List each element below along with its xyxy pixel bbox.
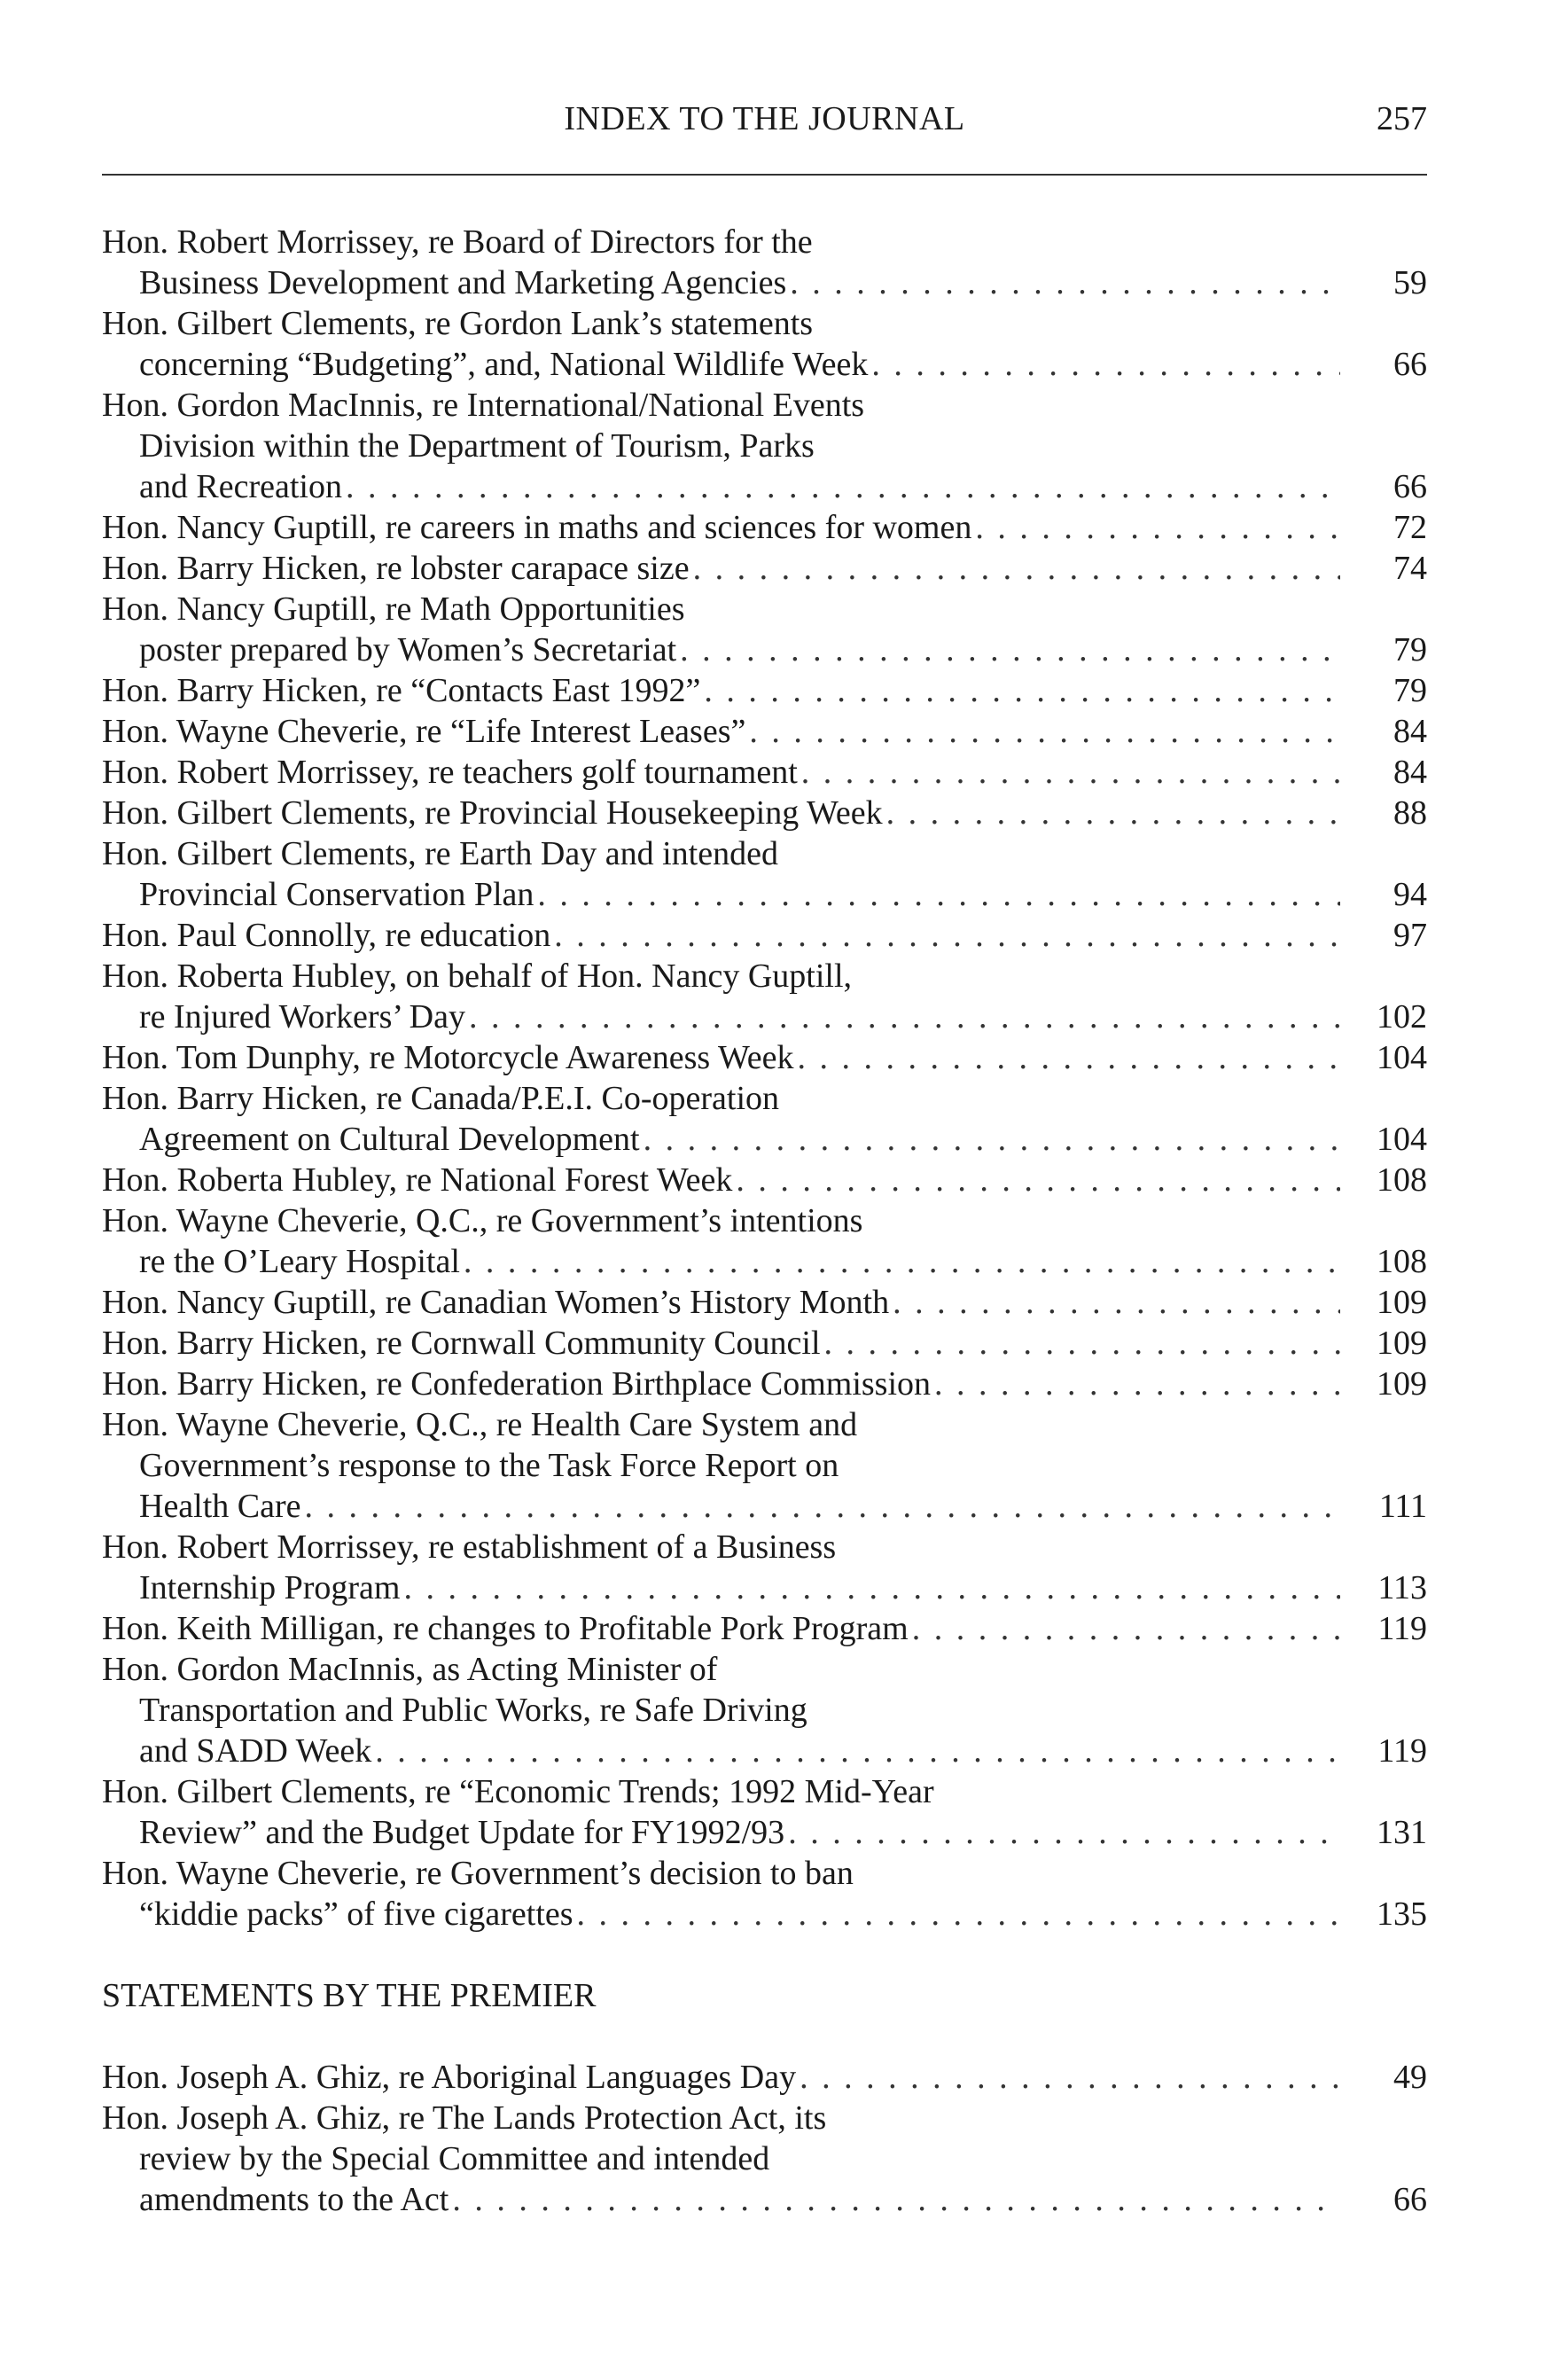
entry-continuation-line	[102, 1731, 1427, 1771]
entry-first-line	[102, 1771, 1427, 1812]
premier-statements-list	[102, 2057, 1427, 2220]
entry-page-number: 74	[1393, 550, 1427, 587]
entry-leader-row	[139, 466, 1427, 507]
entry-first-line	[102, 1853, 1427, 1894]
entry-first-line	[102, 1323, 1427, 1364]
entry-page-number: 66	[1393, 346, 1427, 383]
dot-leader	[693, 548, 1340, 589]
entry-text: Hon. Nancy Guptill, re Math Opportunities	[102, 590, 685, 628]
entry-page-number: 84	[1393, 713, 1427, 750]
dot-leader	[305, 1486, 1340, 1527]
entry-leader-row	[139, 1812, 1427, 1853]
entry-text: Hon. Joseph A. Ghiz, re The Lands Protection Act, its	[102, 2099, 827, 2137]
entry-text: Hon. Barry Hicken, re “Contacts East 1992”	[102, 672, 701, 709]
section-heading: STATEMENTS BY THE PREMIER	[102, 1977, 597, 2014]
entry-continuation-line	[102, 262, 1427, 303]
entry-text: Hon. Tom Dunphy, re Motorcycle Awareness Week	[102, 1039, 794, 1076]
entry-page-number: 84	[1393, 754, 1427, 791]
index-entry	[102, 589, 1427, 670]
entry-leader-row	[139, 997, 1427, 1037]
entry-continuation-line	[102, 2179, 1427, 2220]
entry-page-number: 79	[1393, 672, 1427, 709]
entry-page-number: 111	[1378, 1488, 1427, 1525]
index-entry	[102, 915, 1427, 956]
entry-continuation-line	[102, 1567, 1427, 1608]
header-rule	[102, 174, 1427, 176]
index-entry	[102, 833, 1427, 915]
dot-leader	[644, 1119, 1340, 1160]
dot-leader	[824, 1323, 1340, 1364]
entry-leader-row	[139, 1119, 1427, 1160]
dot-leader	[704, 670, 1340, 711]
entry-text: review by the Special Committee and intended	[139, 2140, 770, 2177]
entry-leader-row	[139, 1731, 1427, 1771]
entry-first-line	[102, 303, 1427, 344]
dot-leader	[469, 997, 1340, 1037]
entry-first-line	[102, 1037, 1427, 1078]
entry-continuation-line	[102, 1894, 1427, 1934]
dot-leader	[537, 874, 1340, 915]
entry-leader-row	[102, 1364, 1427, 1404]
entry-first-line	[102, 711, 1427, 752]
entry-text: and SADD Week	[139, 1732, 372, 1770]
index-entry	[102, 1771, 1427, 1853]
entry-first-line	[102, 2057, 1427, 2098]
dot-leader	[934, 1364, 1340, 1404]
entry-text: Division within the Department of Tourism, Parks	[139, 427, 815, 465]
entry-first-line	[102, 385, 1427, 426]
dot-leader	[403, 1567, 1340, 1608]
entry-first-line	[102, 1649, 1427, 1690]
index-entry	[102, 507, 1427, 548]
index-entry	[102, 711, 1427, 752]
entry-leader-row	[139, 262, 1427, 303]
entry-first-line	[102, 548, 1427, 589]
entry-leader-row	[102, 1608, 1427, 1649]
entry-text: Hon. Keith Milligan, re changes to Profitable Pork Program	[102, 1610, 909, 1647]
dot-leader	[801, 752, 1340, 793]
entry-continuation-line	[102, 1486, 1427, 1527]
index-entry	[102, 2098, 1427, 2220]
index-entry	[102, 793, 1427, 833]
entry-continuation-line	[102, 1445, 1427, 1486]
entry-first-line	[102, 1160, 1427, 1200]
entry-leader-row	[139, 344, 1427, 385]
entry-text: Hon. Gordon MacInnis, re International/National Events	[102, 387, 865, 424]
index-entry	[102, 1364, 1427, 1404]
entry-text: Health Care	[139, 1488, 301, 1525]
entry-page-number: 59	[1393, 264, 1427, 301]
index-entry	[102, 1160, 1427, 1200]
dot-leader	[975, 507, 1340, 548]
entry-text: Hon. Barry Hicken, re Cornwall Community Council	[102, 1325, 821, 1362]
entry-text: Hon. Robert Morrissey, re Board of Directors for the	[102, 223, 813, 261]
entry-first-line	[102, 589, 1427, 629]
entry-continuation-line	[102, 1690, 1427, 1731]
entry-page-number: 109	[1377, 1325, 1427, 1362]
entry-page-number: 108	[1377, 1161, 1427, 1199]
entry-text: “kiddie packs” of five cigarettes	[139, 1895, 573, 1933]
entry-text: Hon. Barry Hicken, re lobster carapace size	[102, 550, 690, 587]
entry-leader-row	[139, 629, 1427, 670]
entry-text: Hon. Roberta Hubley, re National Forest Week	[102, 1161, 733, 1199]
dot-leader	[790, 262, 1340, 303]
entry-continuation-line	[102, 1119, 1427, 1160]
entry-text: Government’s response to the Task Force Report on	[139, 1447, 839, 1484]
entry-text: re the O’Leary Hospital	[139, 1243, 460, 1280]
entry-text: Hon. Wayne Cheverie, Q.C., re Health Care System and	[102, 1406, 858, 1443]
dot-leader	[577, 1894, 1340, 1934]
entry-text: re Injured Workers’ Day	[139, 998, 465, 1036]
entry-first-line	[102, 752, 1427, 793]
entry-page-number: 94	[1393, 876, 1427, 913]
index-entry	[102, 1608, 1427, 1649]
entry-continuation-line	[102, 426, 1427, 466]
dot-leader	[375, 1731, 1340, 1771]
dot-leader	[464, 1241, 1340, 1282]
entry-leader-row	[102, 793, 1427, 833]
dot-leader	[871, 344, 1340, 385]
dot-leader	[680, 629, 1340, 670]
index-entry	[102, 2057, 1427, 2098]
entry-text: Hon. Gilbert Clements, re Earth Day and intended	[102, 835, 778, 872]
entry-leader-row	[102, 670, 1427, 711]
entry-leader-row	[102, 1037, 1427, 1078]
entry-text: Internship Program	[139, 1569, 401, 1606]
entry-first-line	[102, 1608, 1427, 1649]
entry-text: Hon. Wayne Cheverie, re “Life Interest Leases”	[102, 713, 746, 750]
entry-text: Hon. Gilbert Clements, re Gordon Lank’s statements	[102, 305, 814, 342]
entry-text: Review” and the Budget Update for FY1992/93	[139, 1814, 785, 1851]
entry-page-number: 113	[1377, 1569, 1427, 1606]
page-header	[102, 99, 1427, 152]
index-entry	[102, 1527, 1427, 1608]
entry-continuation-line	[102, 629, 1427, 670]
entry-leader-row	[102, 915, 1427, 956]
index-entry	[102, 1282, 1427, 1323]
entry-first-line	[102, 1282, 1427, 1323]
entry-page-number: 72	[1393, 509, 1427, 546]
index-entry	[102, 1037, 1427, 1078]
entry-page-number: 131	[1377, 1814, 1427, 1851]
entry-first-line	[102, 670, 1427, 711]
index-entry	[102, 303, 1427, 385]
entry-text: Hon. Gilbert Clements, re Provincial Housekeeping Week	[102, 794, 883, 832]
ministerial-statements-list	[102, 222, 1427, 1934]
entry-leader-row	[102, 507, 1427, 548]
index-entry	[102, 222, 1427, 303]
dot-leader	[800, 2057, 1340, 2098]
entry-text: Hon. Paul Connolly, re education	[102, 917, 551, 954]
dot-leader	[798, 1037, 1340, 1078]
entry-text: Hon. Joseph A. Ghiz, re Aboriginal Languages Day	[102, 2059, 797, 2096]
entry-continuation-line	[102, 997, 1427, 1037]
entry-page-number: 104	[1377, 1121, 1427, 1158]
entry-text: Business Development and Marketing Agencies	[139, 264, 787, 301]
entry-leader-row	[102, 752, 1427, 793]
entry-page-number: 66	[1393, 468, 1427, 505]
entry-first-line	[102, 833, 1427, 874]
entry-text: amendments to the Act	[139, 2181, 449, 2218]
entry-leader-row	[139, 1567, 1427, 1608]
entry-leader-row	[139, 1894, 1427, 1934]
entry-text: Hon. Roberta Hubley, on behalf of Hon. Nancy Guptill,	[102, 957, 853, 995]
dot-leader	[912, 1608, 1340, 1649]
entry-text: and Recreation	[139, 468, 342, 505]
entry-page-number: 109	[1377, 1365, 1427, 1403]
index-entry	[102, 1853, 1427, 1934]
entry-text: Hon. Barry Hicken, re Canada/P.E.I. Co-operation	[102, 1080, 780, 1117]
entry-text: Hon. Robert Morrissey, re teachers golf tournament	[102, 754, 798, 791]
index-content	[102, 222, 1427, 2220]
entry-first-line	[102, 1527, 1427, 1567]
entry-page-number: 119	[1377, 1610, 1427, 1647]
entry-text: Provincial Conservation Plan	[139, 876, 534, 913]
entry-page-number: 97	[1393, 917, 1427, 954]
entry-leader-row	[102, 1282, 1427, 1323]
entry-text: Hon. Gilbert Clements, re “Economic Trends; 1992 Mid-Year	[102, 1773, 934, 1810]
entry-first-line	[102, 1364, 1427, 1404]
dot-leader	[788, 1812, 1340, 1853]
dot-leader	[554, 915, 1340, 956]
entry-page-number: 88	[1393, 794, 1427, 832]
dot-leader	[736, 1160, 1340, 1200]
index-entry	[102, 1078, 1427, 1160]
entry-text: concerning “Budgeting”, and, National Wildlife Week	[139, 346, 869, 383]
index-entry	[102, 1200, 1427, 1282]
dot-leader	[452, 2179, 1340, 2220]
dot-leader	[886, 793, 1340, 833]
entry-text: Hon. Nancy Guptill, re careers in maths and sciences for women	[102, 509, 972, 546]
entry-leader-row	[139, 1486, 1427, 1527]
page-number: 257	[1377, 100, 1427, 137]
index-entry	[102, 548, 1427, 589]
index-entry	[102, 385, 1427, 507]
entry-text: Hon. Nancy Guptill, re Canadian Women’s History Month	[102, 1284, 890, 1321]
entry-continuation-line	[102, 874, 1427, 915]
dot-leader	[749, 711, 1340, 752]
entry-text: Hon. Wayne Cheverie, re Government’s decision to ban	[102, 1855, 854, 1892]
entry-page-number: 104	[1377, 1039, 1427, 1076]
entry-leader-row	[139, 2179, 1427, 2220]
entry-page-number: 66	[1393, 2181, 1427, 2218]
entry-text: Agreement on Cultural Development	[139, 1121, 640, 1158]
running-title: INDEX TO THE JOURNAL	[564, 100, 965, 137]
entry-leader-row	[102, 711, 1427, 752]
dot-leader	[346, 466, 1340, 507]
entry-text: Hon. Gordon MacInnis, as Acting Minister of	[102, 1651, 718, 1688]
index-entry	[102, 956, 1427, 1037]
entry-first-line	[102, 1200, 1427, 1241]
index-entry	[102, 670, 1427, 711]
index-entry	[102, 1404, 1427, 1527]
entry-first-line	[102, 1078, 1427, 1119]
entry-continuation-line	[102, 466, 1427, 507]
entry-text: Hon. Robert Morrissey, re establishment of a Business	[102, 1528, 837, 1566]
entry-first-line	[102, 2098, 1427, 2138]
entry-page-number: 102	[1377, 998, 1427, 1036]
entry-text: Transportation and Public Works, re Safe Driving	[139, 1692, 807, 1729]
entry-first-line	[102, 956, 1427, 997]
entry-page-number: 108	[1377, 1243, 1427, 1280]
entry-leader-row	[102, 2057, 1427, 2098]
entry-page-number: 79	[1393, 631, 1427, 668]
entry-continuation-line	[102, 1812, 1427, 1853]
entry-continuation-line	[102, 1241, 1427, 1282]
entry-text: Hon. Barry Hicken, re Confederation Birthplace Commission	[102, 1365, 932, 1403]
entry-first-line	[102, 793, 1427, 833]
entry-continuation-line	[102, 344, 1427, 385]
entry-leader-row	[102, 548, 1427, 589]
entry-text: poster prepared by Women’s Secretariat	[139, 631, 677, 668]
entry-leader-row	[139, 1241, 1427, 1282]
entry-text: Hon. Wayne Cheverie, Q.C., re Government’s intentions	[102, 1202, 863, 1239]
entry-first-line	[102, 915, 1427, 956]
dot-leader	[893, 1282, 1340, 1323]
entry-page-number: 119	[1377, 1732, 1427, 1770]
entry-first-line	[102, 1404, 1427, 1445]
index-entry	[102, 1649, 1427, 1771]
entry-leader-row	[102, 1160, 1427, 1200]
entry-leader-row	[139, 874, 1427, 915]
entry-first-line	[102, 507, 1427, 548]
index-entry	[102, 1323, 1427, 1364]
entry-page-number: 49	[1393, 2059, 1427, 2096]
entry-leader-row	[102, 1323, 1427, 1364]
entry-page-number: 135	[1377, 1895, 1427, 1933]
index-entry	[102, 752, 1427, 793]
entry-first-line	[102, 222, 1427, 262]
entry-page-number: 109	[1377, 1284, 1427, 1321]
entry-continuation-line	[102, 2138, 1427, 2179]
